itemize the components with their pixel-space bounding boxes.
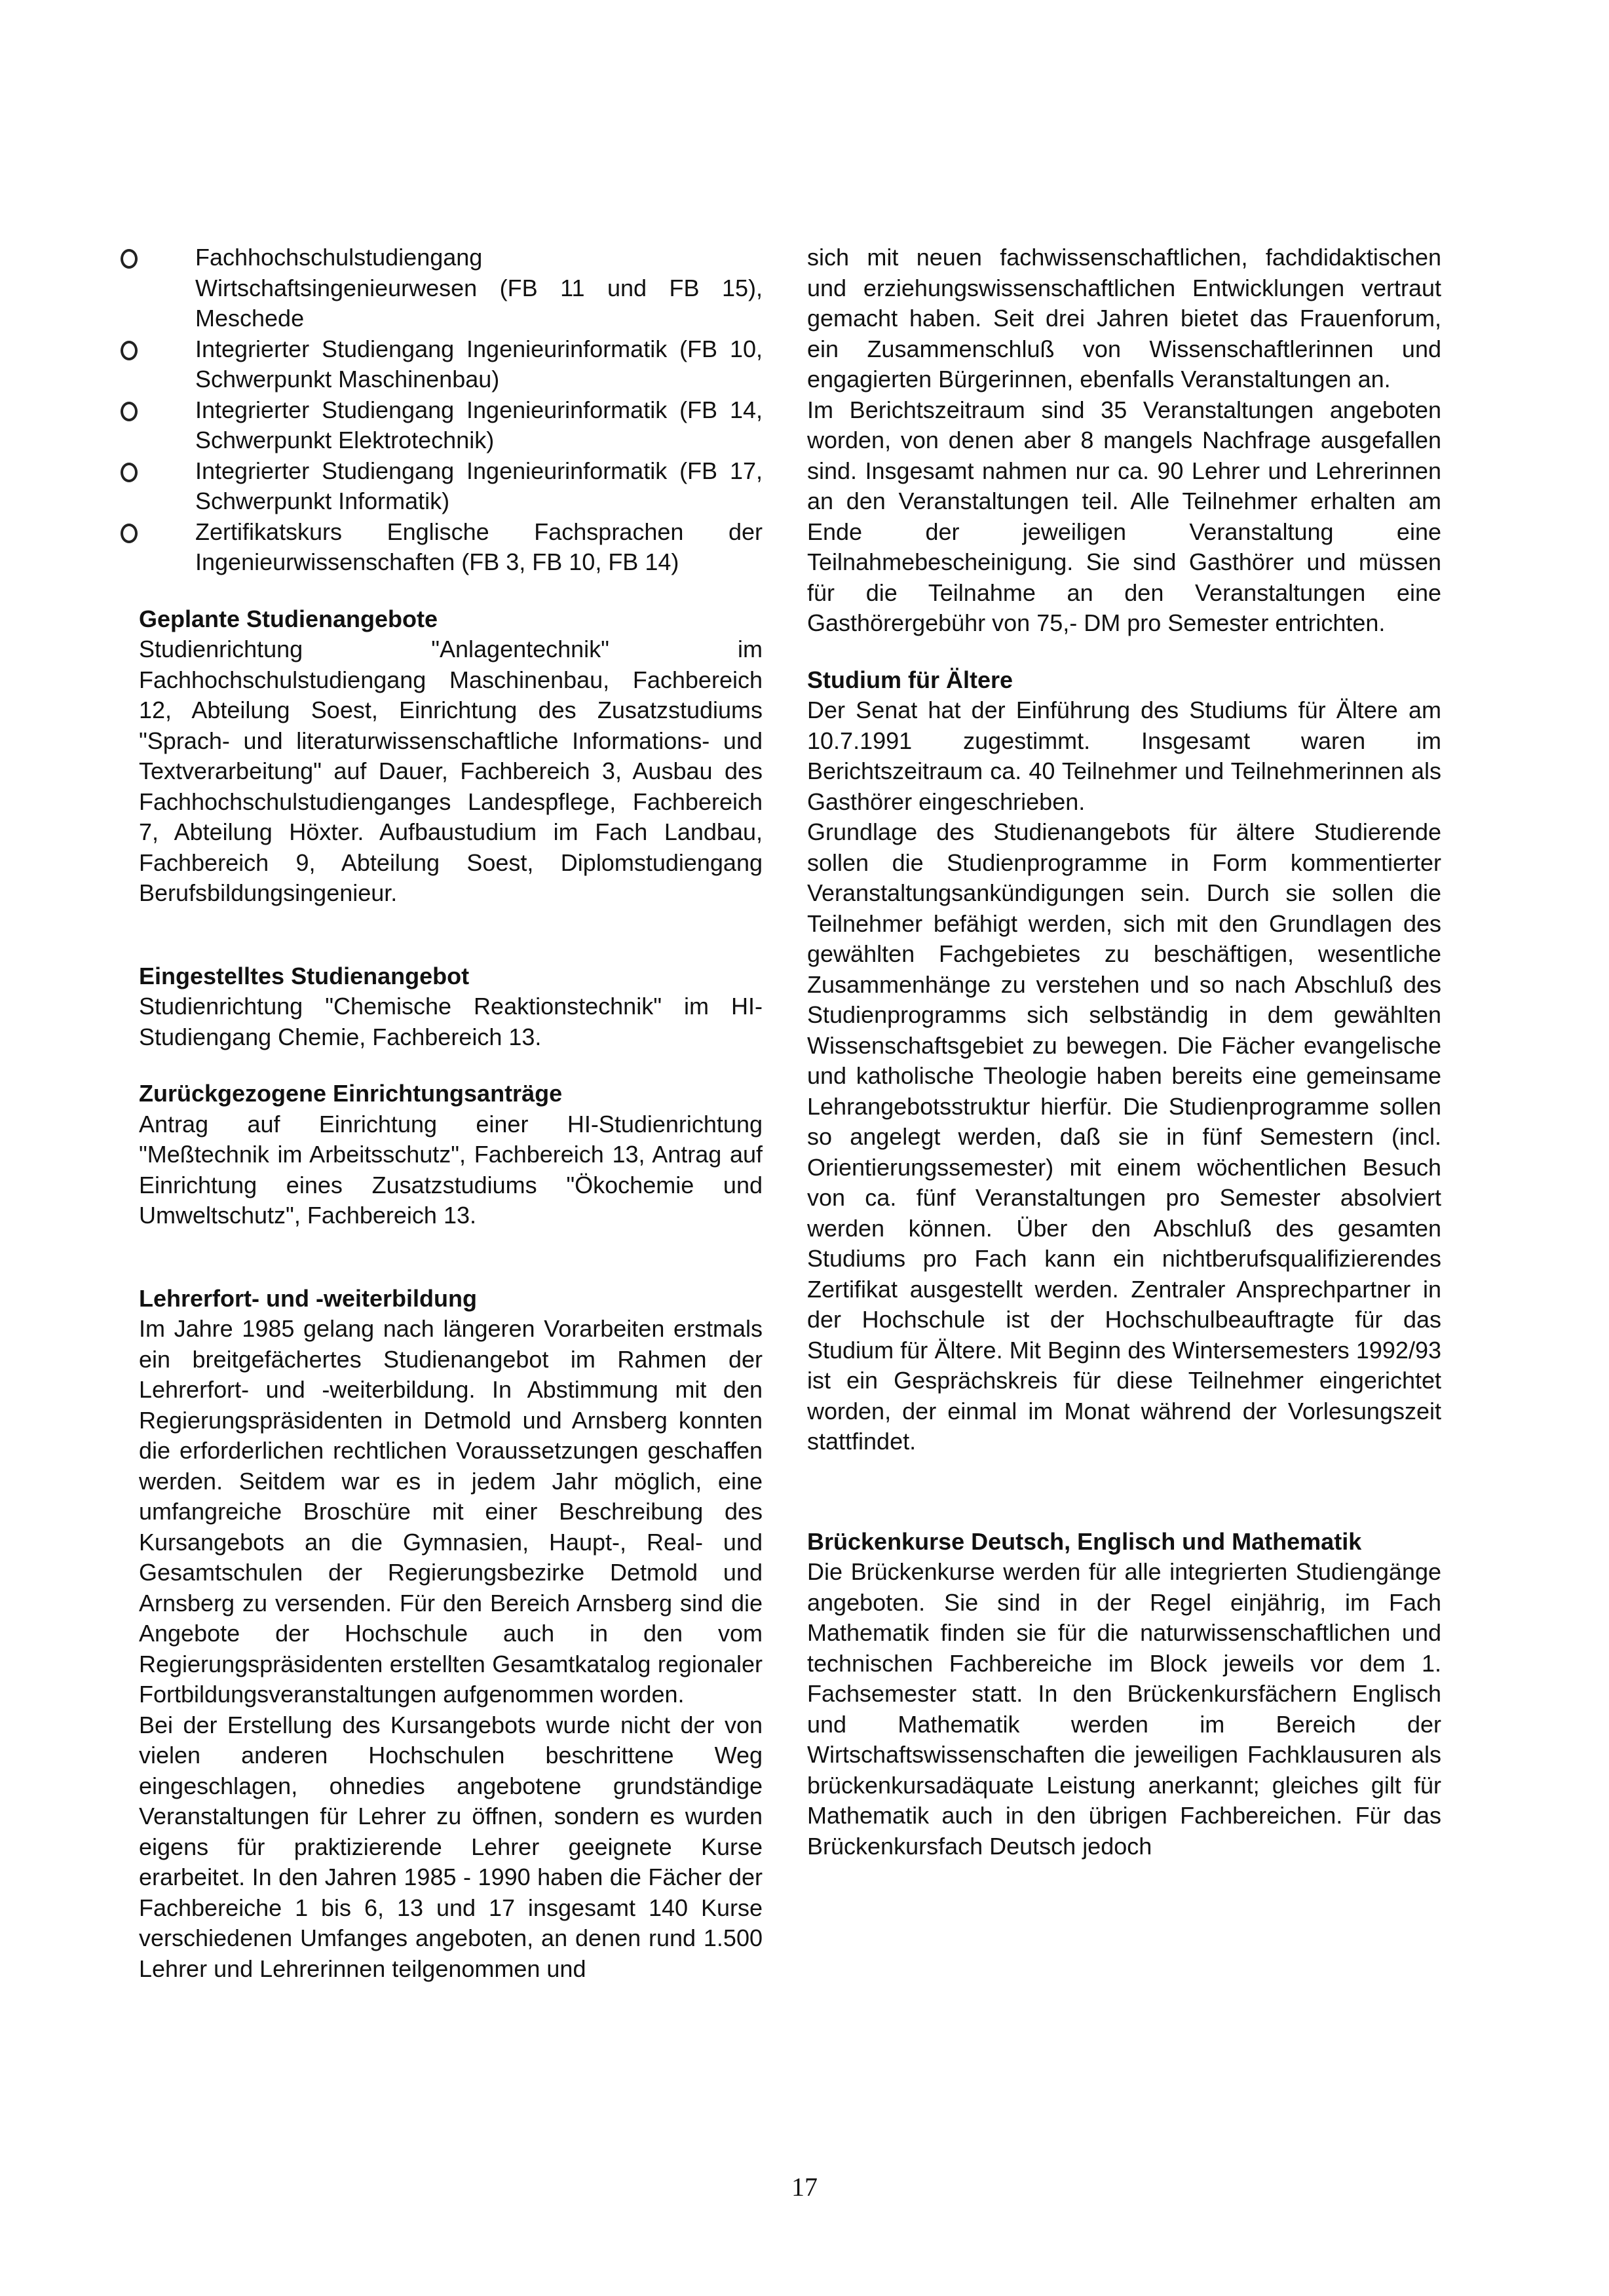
section-heading-zurueckgezogen: Zurückgezogene Einrichtungsanträge [139,1080,563,1107]
section-text-aeltere-2: Grundlage des Studienangebots für ältere Studierende sollen die Studienprogramme in Form kommentierter Veranstaltungsankündigungen sein. Durch sie sollen die Teilnehmer befähigt werden, sich mit den Grundlagen des gewählten Fachgebietes zu beschäftigen, wesentliche Zusammenhänge zu verstehen und so nach Abschluß des Studienprogramms sich selbständig in dem gewählten Wissenschaftsgebiet zu bewegen. Die Fächer evangelische und katholische Theologie haben bereits eine gemeinsame Lehrangebotsstruktur hierfür. Die Studienprogramme sollen so angelegt werden, daß sie in fünf Semestern (incl. Orientierungssemester) mit einem wöchentlichen Besuch von ca. fünf Veranstaltungen pro Semester absolviert werden können. Über den Abschluß des gesamten Studiums pro Fach kann ein nichtberufsqualifizierendes Zertifikat ausgestellt werden. Zentraler Ansprechpartner in der Hochschule ist der Hochschulbeauftragte für das Studium für Ältere. Mit Beginn des Wintersemesters 1992/93 ist ein Gesprächskreis für diese Teilnehmer eingerichtet worden, der einmal im Monat während der Vorlesungszeit stattfindet. [807,818,1441,1455]
left-column [139,242,763,1984]
section-text-eingestellt: Studienrichtung "Chemische Reaktionstechnik" im HI-Studiengang Chemie, Fachbereich 13. [139,993,763,1050]
study-program-list [139,242,763,578]
section-text-lehrerfort-2: Bei der Erstellung des Kursangebots wurde nicht der von vielen anderen Hochschulen beschrittene Weg eingeschlagen, ohnedies angebotene grundständige Veranstaltungen für Lehrer zu öffnen, sondern es wurden eigens für praktizierende Lehrer geeignete Kurse erarbeitet. In den Jahren 1985 - 1990 haben die Fächer der Fachbereiche 1 bis 6, 13 und 17 insgesamt 140 Kurse verschiedenen Umfanges angeboten, an denen rund 1.500 Lehrer und Lehrerinnen teilgenommen und [139,1711,763,1982]
list-item: Integrierter Studiengang Ingenieurinformatik (FB 17, Schwerpunkt Informatik) [139,456,763,517]
list-item: Fachhochschulstudiengang Wirtschaftsingenieurwesen (FB 11 und FB 15), Meschede [139,242,763,334]
continuation-paragraph: sich mit neuen fachwissenschaftlichen, fachdidaktischen und erziehungswissenschaftlichen Entwicklungen vertraut gemacht haben. Seit drei Jahren bietet das Frauenforum, ein Zusammenschluß von Wissenschaftlerinnen und engagierten Bürgerinnen, ebenfalls Veranstaltungen an. [807,244,1441,392]
section-text-lehrerfort-1: Im Jahre 1985 gelang nach längeren Vorarbeiten erstmals ein breitgefächertes Studienangebot im Rahmen der Lehrerfort- und -weiterbildung. In Abstimmung mit den Regierungspräsidenten in Detmold und Arnsberg konnten die erforderlichen rechtlichen Voraussetzungen geschaffen werden. Seitdem war es in jedem Jahr möglich, eine umfangreiche Broschüre mit einer Beschreibung des Kursangebots an die Gymnasien, Haupt-, Real- und Gesamtschulen der Regierungsbezirke Detmold und Arnsberg zu versenden. Für den Bereich Arnsberg sind die Angebote der Hochschule auch in den vom Regierungspräsidenten erstellten Gesamtkatalog regionaler Fortbildungsveranstaltungen aufgenommen worden. [139,1315,763,1708]
list-item: Integrierter Studiengang Ingenieurinformatik (FB 10, Schwerpunkt Maschinenbau) [139,334,763,395]
section-heading-brueckenkurse: Brückenkurse Deutsch, Englisch und Mathematik [807,1527,1362,1555]
section-heading-eingestellt: Eingestelltes Studienangebot [139,962,470,989]
list-item: Integrierter Studiengang Ingenieurinformatik (FB 14, Schwerpunkt Elektrotechnik) [139,395,763,456]
right-column [807,242,1441,1862]
section-heading-aeltere: Studium für Ältere [807,666,1013,693]
section-heading-geplante: Geplante Studienangebote [139,605,438,632]
list-item: Zertifikatskurs Englische Fachsprachen der Ingenieurwissenschaften (FB 3, FB 10, FB 14) [139,517,763,578]
circle-bullet-icon [121,341,138,360]
section-heading-lehrerfort: Lehrerfort- und -weiterbildung [139,1284,477,1312]
circle-bullet-icon [121,463,138,482]
circle-bullet-icon [121,402,138,421]
circle-bullet-icon [121,249,138,269]
report-paragraph: Im Berichtszeitraum sind 35 Veranstaltungen angeboten worden, von denen aber 8 mangels Nachfrage ausgefallen sind. Insgesamt nahmen nur ca. 90 Lehrer und Lehrerinnen an den Veranstaltungen teil. Alle Teilnehmer erhalten am Ende der jeweiligen Veranstaltung eine Teilnahmebescheinigung. Sie sind Gasthörer und müssen für die Teilnahme an den Veranstaltungen eine Gasthörergebühr von 75,- DM pro Semester entrichten. [807,396,1441,636]
section-text-zurueckgezogen: Antrag auf Einrichtung einer HI-Studienrichtung "Meßtechnik im Arbeitsschutz", Fachbereich 13, Antrag auf Einrichtung eines Zusatzstudiums "Ökochemie und Umweltschutz", Fachbereich 13. [139,1110,763,1229]
page-number: 17 [791,2172,818,2202]
section-text-brueckenkurse: Die Brückenkurse werden für alle integrierten Studiengänge angeboten. Sie sind in der Regel einjährig, im Fach Mathematik finden sie für die naturwissenschaftlichen und technischen Fachbereiche im Block jeweils vor dem 1. Fachsemester statt. In den Brückenkursfächern Englisch und Mathematik werden im Bereich der Wirtschaftswissenschaften die jeweiligen Fachklausuren als brückenkursadäquate Leistung anerkannt; gleiches gilt für Mathematik auch in den übrigen Fachbereichen. Für das Brückenkursfach Deutsch jedoch [807,1558,1441,1860]
circle-bullet-icon [121,524,138,543]
section-text-aeltere-1: Der Senat hat der Einführung des Studiums für Ältere am 10.7.1991 zugestimmt. Insgesamt waren im Berichtszeitraum ca. 40 Teilnehmer und Teilnehmerinnen als Gasthörer eingeschrieben. [807,697,1441,815]
section-text-geplante: Studienrichtung "Anlagentechnik" im Fachhochschulstudiengang Maschinenbau, Fachbereich 12, Abteilung Soest, Einrichtung des Zusatzstudiums "Sprach- und literaturwissenschaftliche Informations- und Textverarbeitung" auf Dauer, Fachbereich 3, Ausbau des Fachhochschulstudienganges Landespflege, Fachbereich 7, Abteilung Höxter. Aufbaustudium im Fach Landbau, Fachbereich 9, Abteilung Soest, Diplomstudiengang Berufsbildungsingenieur. [139,636,763,906]
